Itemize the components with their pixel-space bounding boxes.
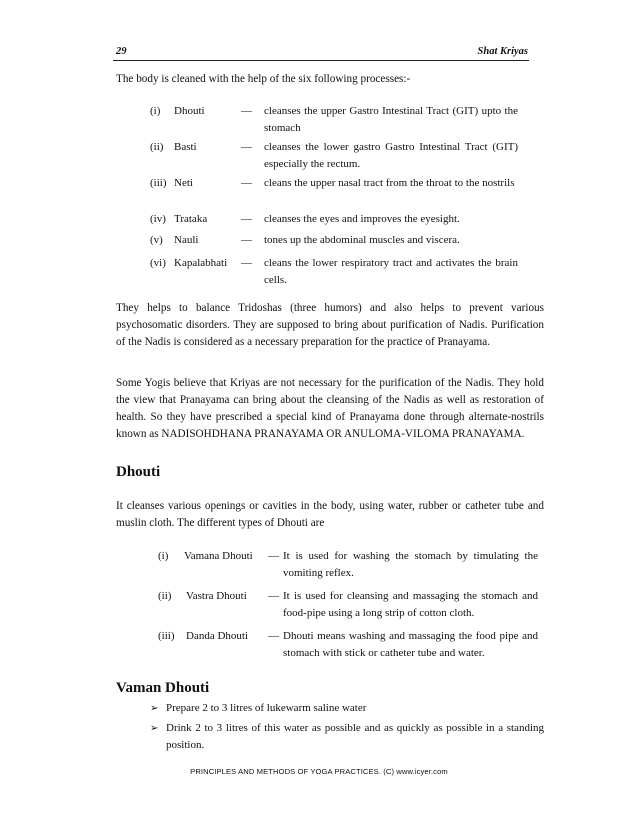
process-desc: cleans the lower respiratory tract and activates the brain cells.: [264, 257, 518, 286]
header-rule: [113, 60, 529, 61]
type-name: Danda Dhouti: [186, 630, 249, 642]
type-name: Vastra Dhouti: [186, 590, 247, 602]
type-number: (ii): [158, 590, 172, 602]
type-desc: It is used for washing the stomach by timulating the vomiting reflex.: [283, 550, 538, 579]
arrow-bullet-icon: ➢: [150, 723, 159, 734]
type-desc: Dhouti means washing and massaging the food pipe and stomach with stick or catheter tube and water.: [283, 630, 538, 659]
process-name: Trataka: [174, 213, 208, 225]
em-dash: —: [241, 177, 252, 189]
em-dash: —: [241, 141, 252, 153]
process-name: Basti: [174, 141, 197, 153]
dhouti-intro: It cleanses various openings or cavities in the body, using water, rubber or catheter tube and muslin cloth. The different types of Dhouti are: [116, 500, 544, 529]
process-desc: cleans the upper nasal tract from the throat to the nostrils: [264, 177, 515, 189]
section-heading-vaman-dhouti: Vaman Dhouti: [116, 680, 210, 696]
process-name: Nauli: [174, 234, 199, 246]
type-number: (i): [158, 550, 169, 562]
process-name: Dhouti: [174, 105, 205, 117]
paragraph-tridoshas: They helps to balance Tridoshas (three humors) and also helps to prevent various psychosomatic disorders. They are supposed to bring about purification of Nadis. Purification of the Nadis is considered as a necessary preparation for the practice of Pranayama.: [116, 302, 544, 348]
process-name: Kapalabhati: [174, 257, 228, 269]
type-desc: It is used for cleansing and massaging the stomach and food-pipe using a long strip of cotton cloth.: [283, 590, 538, 619]
process-number: (ii): [150, 141, 164, 153]
type-number: (iii): [158, 630, 175, 642]
process-number: (v): [150, 234, 163, 246]
em-dash: —: [241, 234, 252, 246]
em-dash: —: [241, 213, 252, 225]
process-desc: tones up the abdominal muscles and viscera.: [264, 234, 460, 246]
page-footer: PRINCIPLES AND METHODS OF YOGA PRACTICES. (C) www.icyer.com: [190, 767, 448, 776]
paragraph-nadis: Some Yogis believe that Kriyas are not necessary for the purification of the Nadis. They hold the view that Pranayama can bring about the cleansing of the Nadis as well as restoration of health. So they have prescribed a special kind of Pranayama done through alternate-nostrils known as NADISOHDHANA PRANAYAMA OR ANULOMA-VILOMA PRANAYAMA.: [116, 377, 544, 440]
process-number: (iv): [150, 213, 166, 225]
intro-text: The body is cleaned with the help of the six following processes:-: [116, 73, 411, 85]
process-number: (iii): [150, 177, 167, 189]
em-dash: —: [268, 590, 279, 602]
page-number: 29: [116, 46, 127, 57]
process-desc: cleanses the lower gastro Gastro Intestinal Tract (GIT) especially the rectum.: [264, 141, 518, 170]
process-number: (vi): [150, 257, 166, 269]
process-desc: cleanses the upper Gastro Intestinal Tract (GIT) upto the stomach: [264, 105, 518, 134]
process-name: Neti: [174, 177, 193, 189]
process-desc: cleanses the eyes and improves the eyesight.: [264, 213, 460, 225]
running-title: Shat Kriyas: [477, 46, 528, 57]
em-dash: —: [241, 105, 252, 117]
arrow-bullet-icon: ➢: [150, 703, 159, 714]
process-number: (i): [150, 105, 161, 117]
vaman-step-text: Drink 2 to 3 litres of this water as possible and as quickly as possible in a standing position.: [166, 722, 544, 751]
type-name: Vamana Dhouti: [184, 550, 253, 562]
section-heading-dhouti: Dhouti: [116, 464, 161, 480]
em-dash: —: [268, 630, 279, 642]
em-dash: —: [268, 550, 279, 562]
em-dash: —: [241, 257, 252, 269]
vaman-step-text: Prepare 2 to 3 litres of lukewarm saline water: [166, 702, 367, 714]
